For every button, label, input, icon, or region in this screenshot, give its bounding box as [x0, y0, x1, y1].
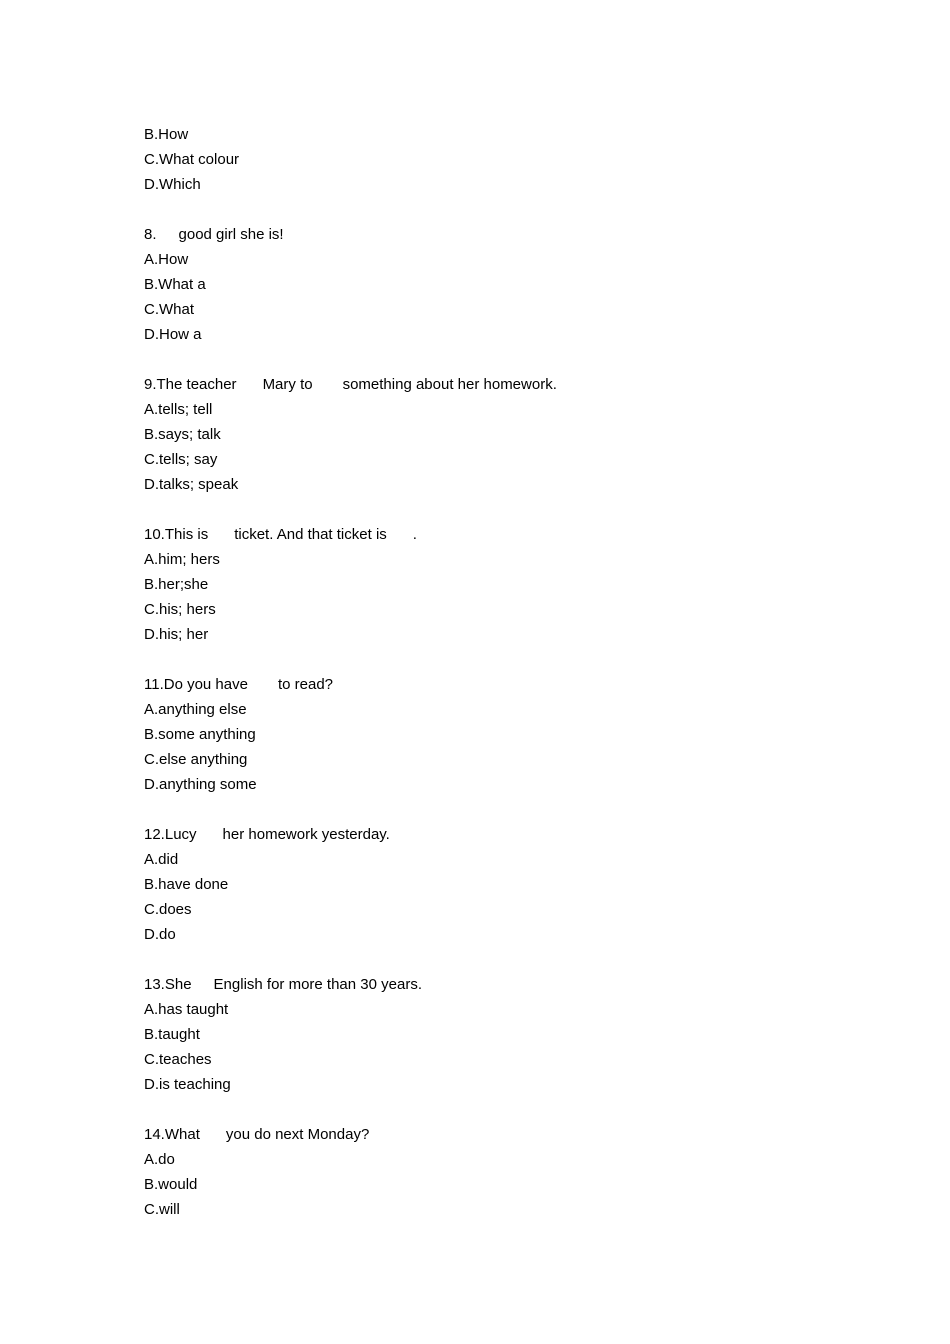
- option-c: C.does: [144, 901, 192, 918]
- question-text: .: [412, 526, 417, 543]
- question-12: [144, 822, 844, 947]
- option-c: C.What: [144, 301, 195, 318]
- option-d: D.do: [144, 926, 176, 943]
- question-14: [144, 1122, 844, 1222]
- option-d: D.his; her: [144, 626, 209, 643]
- option-d: D.Which: [144, 176, 201, 193]
- question-number: 8.: [144, 226, 157, 243]
- question-text: 13.She: [144, 976, 192, 993]
- option-c: C.tells; say: [144, 451, 218, 468]
- option-c: C.his; hers: [144, 601, 216, 618]
- question-10: [144, 522, 844, 647]
- question-stem: [144, 222, 844, 247]
- spacer: [144, 797, 844, 822]
- option-d: D.anything some: [144, 776, 257, 793]
- option-c: C.else anything: [144, 751, 248, 768]
- question-text: 10.This is: [144, 526, 209, 543]
- option-a: A.did: [144, 851, 179, 868]
- question-text: to read?: [277, 676, 334, 693]
- question-stem: [144, 672, 844, 697]
- question-stem: [144, 822, 844, 847]
- question-text: her homework yesterday.: [222, 826, 390, 843]
- question-stem: [144, 972, 844, 997]
- spacer: [144, 497, 844, 522]
- option-d: D.How a: [144, 326, 202, 343]
- question-text: something about her homework.: [342, 376, 557, 393]
- question-text: Mary to: [262, 376, 313, 393]
- option-a: A.do: [144, 1151, 175, 1168]
- question-text: 11.Do you have: [144, 676, 248, 693]
- option-b: B.taught: [144, 1026, 200, 1043]
- spacer: [144, 647, 844, 672]
- question-11: [144, 672, 844, 797]
- question-stem: [144, 372, 844, 397]
- spacer: [144, 197, 844, 222]
- option-b: B.What a: [144, 276, 206, 293]
- option-b: B.says; talk: [144, 426, 221, 443]
- question-text: 14.What: [144, 1126, 200, 1143]
- option-d: D.is teaching: [144, 1076, 231, 1093]
- question-text: 12.Lucy: [144, 826, 197, 843]
- spacer: [144, 947, 844, 972]
- question-8: [144, 222, 844, 347]
- question-text: good girl she is!: [178, 226, 284, 243]
- option-d: D.talks; speak: [144, 476, 239, 493]
- question-9: [144, 372, 844, 497]
- option-b: B.How: [144, 126, 189, 143]
- question-text: English for more than 30 years.: [213, 976, 422, 993]
- question-13: [144, 972, 844, 1097]
- option-c: C.What colour: [144, 151, 240, 168]
- spacer: [144, 1097, 844, 1122]
- option-a: A.has taught: [144, 1001, 229, 1018]
- option-a: A.him; hers: [144, 551, 220, 568]
- option-a: A.anything else: [144, 701, 247, 718]
- question-stem: [144, 1122, 844, 1147]
- option-b: B.have done: [144, 876, 229, 893]
- question-text: ticket. And that ticket is: [234, 526, 387, 543]
- question-stem: [144, 522, 844, 547]
- option-c: C.teaches: [144, 1051, 212, 1068]
- spacer: [144, 347, 844, 372]
- option-a: A.How: [144, 251, 189, 268]
- question-text: you do next Monday?: [225, 1126, 370, 1143]
- option-a: A.tells; tell: [144, 401, 213, 418]
- option-b: B.some anything: [144, 726, 256, 743]
- option-b: B.would: [144, 1176, 198, 1193]
- question-7-options: [144, 122, 844, 197]
- option-b: B.her;she: [144, 576, 209, 593]
- document-page: [144, 122, 844, 1222]
- question-text: 9.The teacher: [144, 376, 237, 393]
- option-c: C.will: [144, 1201, 180, 1218]
